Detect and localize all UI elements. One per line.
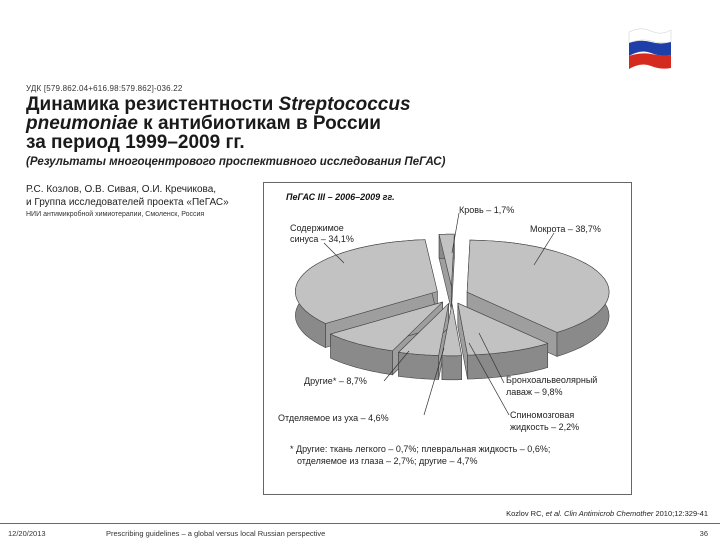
authors-block: [26, 184, 266, 222]
source-authors: Kozlov RC,: [506, 509, 546, 518]
article-subtitle: (Результаты многоцентрового проспективного исследования ПеГАС): [26, 156, 446, 168]
chart-footnote-1: * Другие: ткань легкого – 0,7%; плевральная жидкость – 0,6%;: [290, 444, 551, 454]
source-ref: 2010;12:329-41: [653, 509, 708, 518]
title-line3: за период 1999–2009 гг.: [26, 132, 245, 153]
label-krov: Кровь – 1,7%: [459, 205, 515, 215]
article-title: [26, 95, 411, 152]
label-sinus-1: Содержимое: [290, 223, 344, 233]
pie-slices-group: [295, 234, 609, 380]
chart-title: ПеГАС III – 2006–2009 гг.: [286, 192, 395, 202]
title-species: pneumoniae: [26, 113, 138, 134]
authors-institute: НИИ антимикробной химиотерапии, Смоленск, Россия: [26, 211, 205, 218]
label-ear: Отделяемое из уха – 4,6%: [278, 413, 389, 423]
label-drugie: Другие* – 8,7%: [304, 376, 367, 386]
pie-chart-svg: [264, 183, 631, 494]
title-line1-prefix: Динамика резистентности: [26, 94, 279, 115]
source-journal: Clin Antimicrob Chemother: [561, 509, 654, 518]
source-citation: [506, 509, 708, 518]
footer-divider: [0, 523, 720, 524]
page-number: 36: [699, 529, 708, 538]
label-sinus-2: синуса – 34,1%: [290, 234, 354, 244]
footer-title: Prescribing guidelines – a global versus local Russian perspective: [106, 529, 326, 538]
footer-date: 12/20/2013: [8, 529, 46, 538]
title-genus: Streptococcus: [278, 94, 411, 115]
chart-footnote-2: отделяемое из глаза – 2,7%; другие – 4,7%: [297, 456, 478, 466]
authors-line1: Р.С. Козлов, О.В. Сивая, О.И. Кречикова,: [26, 184, 217, 195]
label-bal-1: Бронхоальвеолярный: [506, 375, 598, 385]
label-csf-1: Спиномозговая: [510, 410, 575, 420]
authors-line2: и Группа исследователей проекта «ПеГАС»: [26, 196, 229, 208]
title-line2-rest: к антибиотикам в России: [137, 113, 381, 134]
label-mokrota: Мокрота – 38,7%: [530, 224, 601, 234]
pie-slice-krov: [439, 234, 454, 310]
source-etal: et al.: [545, 509, 562, 518]
label-bal-2: лаваж – 9,8%: [506, 387, 563, 397]
label-csf-2: жидкость – 2,2%: [510, 422, 580, 432]
pie-chart-figure: [263, 182, 632, 495]
russian-flag-icon: [627, 26, 673, 70]
udk-code: УДК [579.862.04+616.98:579.862]-036.22: [26, 84, 183, 93]
